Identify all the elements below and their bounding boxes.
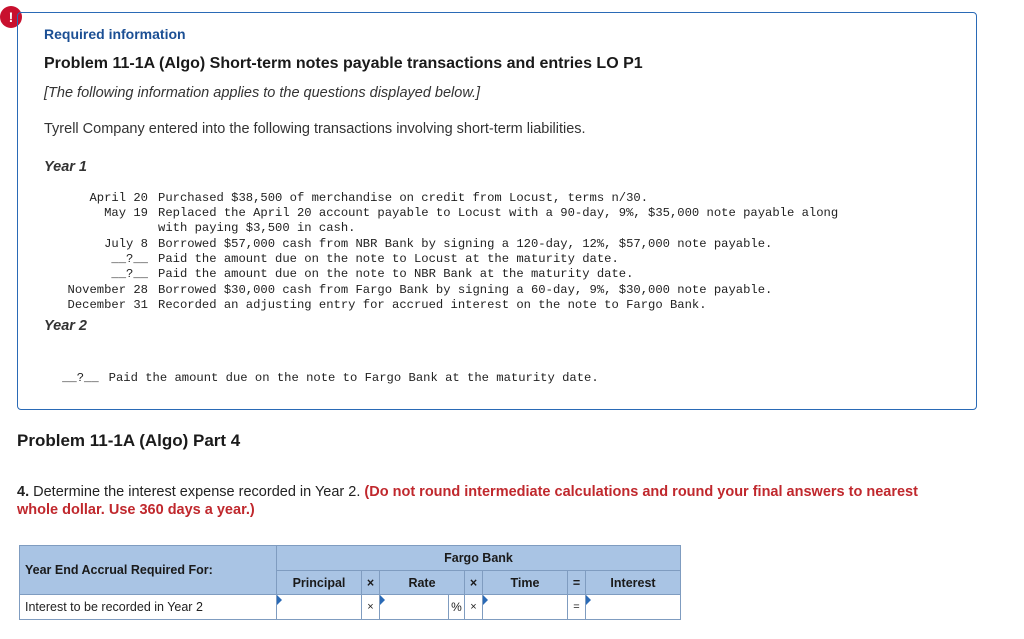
transaction-row [60,206,838,220]
principal-input[interactable] [277,596,361,618]
table-row [20,595,681,620]
transaction-desc: Borrowed $57,000 cash from NBR Bank by signing a 120-day, 12%, $57,000 note payable. [158,237,773,251]
col-interest: Interest [586,571,681,595]
col-rate: Rate [380,571,465,595]
question-instructions: (Do not round intermediate calculations and round your final answers to nearest whole dollar. Use 360 days a year.) [17,484,918,518]
required-info-heading: Required information [44,26,186,42]
transaction-date: __?__ [111,252,148,266]
transaction-row [60,191,648,205]
question-number: 4. [17,484,30,500]
year2-label: Year 2 [44,318,87,334]
transaction-date: November 28 [67,283,148,297]
transaction-date: December 31 [67,298,148,312]
transaction-row [60,267,633,281]
rate-cell[interactable] [380,595,465,620]
time-input[interactable] [483,596,567,618]
transaction-desc: Paid the amount due on the note to Locust at the maturity date. [158,252,619,266]
interest-input[interactable] [586,596,680,618]
question-text: Determine the interest expense recorded in Year 2. [33,484,361,500]
times-icon: × [465,595,483,620]
year1-label: Year 1 [44,159,87,175]
rate-input[interactable] [380,596,448,618]
transaction-date [60,221,148,235]
percent-sign: % [448,595,464,619]
question [17,483,957,519]
times-icon: × [362,595,380,620]
transaction-row [44,357,599,385]
transaction-row [60,237,772,251]
transaction-desc: Paid the amount due on the note to NBR Bank at the maturity date. [158,267,634,281]
transaction-row [60,252,619,266]
table-header-label: Year End Accrual Required For: [20,546,277,595]
transaction-row [60,298,707,312]
transaction-date: __?__ [62,371,99,385]
transaction-desc: Purchased $38,500 of merchandise on credit from Locust, terms n/30. [158,191,649,205]
part-title: Problem 11-1A (Algo) Part 4 [17,431,241,450]
interest-cell[interactable] [586,595,681,620]
times-icon: × [362,571,380,595]
col-principal: Principal [277,571,362,595]
transaction-date: July 8 [104,237,148,251]
transaction-date: April 20 [89,191,148,205]
transaction-desc: Paid the amount due on the note to Fargo Bank at the maturity date. [108,371,599,385]
equals-icon: = [568,571,586,595]
equals-icon: = [568,595,586,620]
row-label: Interest to be recorded in Year 2 [20,595,277,620]
transaction-desc: Recorded an adjusting entry for accrued interest on the note to Fargo Bank. [158,298,707,312]
time-cell[interactable] [483,595,568,620]
transaction-desc: with paying $3,500 in cash. [158,221,356,235]
transaction-desc: Borrowed $30,000 cash from Fargo Bank by signing a 60-day, 9%, $30,000 note payable. [158,283,773,297]
transaction-row [60,221,355,235]
table-group-header: Fargo Bank [277,546,681,571]
interest-table [19,545,681,620]
transaction-date: May 19 [104,206,148,220]
times-icon: × [465,571,483,595]
principal-cell[interactable] [277,595,362,620]
transaction-row [60,283,772,297]
problem-intro: Tyrell Company entered into the following transactions involving short-term liabilities. [44,121,586,137]
transaction-date: __?__ [111,267,148,281]
alert-icon: ! [0,6,22,28]
transaction-desc: Replaced the April 20 account payable to Locust with a 90-day, 9%, $35,000 note payable along [158,206,839,220]
problem-note: [The following information applies to the questions displayed below.] [44,85,481,101]
problem-title: Problem 11-1A (Algo) Short-term notes payable transactions and entries LO P1 [44,55,643,72]
col-time: Time [483,571,568,595]
